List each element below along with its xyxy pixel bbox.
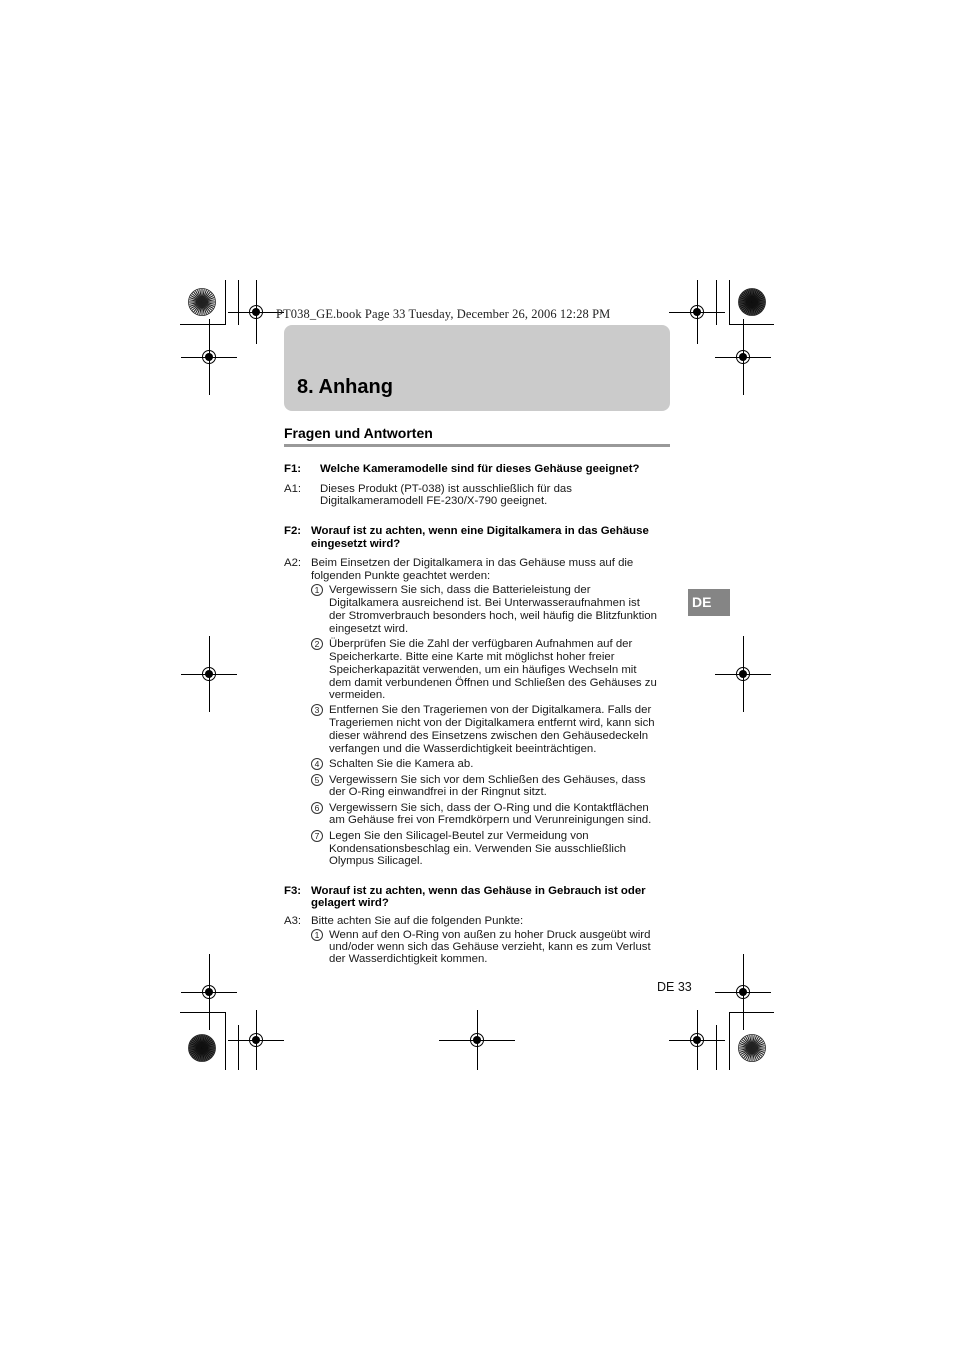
question-label: F3:: [284, 885, 302, 897]
answer-label: A1:: [284, 483, 302, 495]
crop-mark: [238, 280, 239, 325]
star-target-mark: [737, 287, 767, 317]
item-number: 7: [311, 830, 323, 842]
question-label: F2:: [284, 525, 302, 537]
item-number: 1: [311, 584, 323, 596]
answer-label: A2:: [284, 557, 302, 569]
question-text: Worauf ist zu achten, wenn das Gehäuse in Gebrauch ist oder: [311, 885, 646, 897]
star-target-mark: [187, 287, 217, 317]
section-rule: [284, 444, 670, 447]
crop-mark: [729, 280, 730, 325]
item-text: Vergewissern Sie sich, dass der O-Ring und die Kontaktflächen: [329, 802, 649, 814]
item-text: Kondensationsbeschlag ein. Verwenden Sie ausschließlich: [329, 843, 626, 855]
question-text: eingesetzt wird?: [311, 538, 401, 550]
question-text: gelagert wird?: [311, 897, 389, 909]
item-text: Wenn auf den O-Ring von außen zu hoher Druck ausgeübt wird: [329, 929, 651, 941]
item-text: Überprüfen Sie die Zahl der verfügbaren Aufnahmen auf der: [329, 638, 633, 650]
answer-text: Beim Einsetzen der Digitalkamera in das Gehäuse muss auf die: [311, 557, 634, 569]
crop-mark: [180, 324, 225, 325]
crop-mark: [716, 1025, 717, 1070]
item-text: Speicherkarte. Bitte eine Karte mit möglichst hoher freier: [329, 651, 615, 663]
answer-text: Digitalkameramodell FE-230/X-790 geeignet.: [320, 495, 548, 507]
item-text: Schalten Sie die Kamera ab.: [329, 758, 474, 770]
item-text: verfangen und die Wasserdichtigkeit beeinträchtigen.: [329, 743, 597, 755]
item-text: der O-Ring einwandfrei in der Ringnut sitzt.: [329, 786, 547, 798]
question-text: Worauf ist zu achten, wenn eine Digitalkamera in das Gehäuse: [311, 525, 649, 537]
page-number: DE 33: [657, 980, 692, 994]
crop-mark: [225, 280, 226, 325]
star-target-mark: [187, 1033, 217, 1063]
language-tab: DE: [688, 589, 730, 616]
item-text: der Wasserdichtigkeit kommen.: [329, 953, 488, 965]
crop-mark: [729, 1012, 730, 1070]
item-text: Olympus Silicagel.: [329, 855, 423, 867]
item-text: dem damit verbundenen Öffnen und Schließen des Gehäuses zu: [329, 677, 657, 689]
answer-text: Bitte achten Sie auf die folgenden Punkte:: [311, 915, 524, 927]
crop-mark: [238, 1025, 239, 1070]
item-text: vermeiden.: [329, 689, 386, 701]
answer-text: Dieses Produkt (PT-038) ist ausschließlich für das: [320, 483, 572, 495]
crop-mark: [180, 1012, 225, 1013]
star-target-mark: [737, 1033, 767, 1063]
item-number: 6: [311, 802, 323, 814]
item-text: Trageriemen nicht von der Digitalkamera entfernt wird, kann sich: [329, 717, 655, 729]
crop-mark: [716, 280, 717, 325]
item-text: Digitalkamera ausreichend ist. Bei Unterwasseraufnahmen ist: [329, 597, 640, 609]
answer-text: folgenden Punkte geachtet werden:: [311, 570, 491, 582]
item-text: am Gehäuse frei von Fremdkörpern und Verunreinigungen sind.: [329, 814, 652, 826]
answer-label: A3:: [284, 915, 302, 927]
book-header: PT038_GE.book Page 33 Tuesday, December 26, 2006 12:28 PM: [276, 307, 611, 321]
item-text: Vergewissern Sie sich vor dem Schließen des Gehäuses, dass: [329, 774, 646, 786]
item-number: 3: [311, 704, 323, 716]
section-title: Fragen und Antworten: [284, 425, 433, 441]
chapter-title: 8. Anhang: [297, 376, 393, 398]
item-number: 4: [311, 758, 323, 770]
crop-mark: [225, 1012, 226, 1070]
item-text: Speicherkapazität verwenden, um ein häufiges Wechseln mit: [329, 664, 637, 676]
question-text: Welche Kameramodelle sind für dieses Gehäuse geeignet?: [320, 463, 640, 475]
item-text: eingesetzt wird.: [329, 623, 409, 635]
item-text: der Stromverbrauch besonders hoch, weil häufig die Blitzfunktion: [329, 610, 657, 622]
item-text: und/oder wenn sich das Gehäuse verzieht, kann es zum Verlust: [329, 941, 651, 953]
crop-mark: [729, 324, 774, 325]
item-text: Legen Sie den Silicagel-Beutel zur Vermeidung von: [329, 830, 589, 842]
item-text: Entfernen Sie den Trageriemen von der Digitalkamera. Falls der: [329, 704, 652, 716]
item-text: Vergewissern Sie sich, dass die Batterieleistung der: [329, 584, 591, 596]
item-number: 1: [311, 929, 323, 941]
item-number: 5: [311, 774, 323, 786]
crop-mark: [729, 1012, 774, 1013]
item-number: 2: [311, 638, 323, 650]
question-label: F1:: [284, 463, 302, 475]
item-text: dieser während des Einsetzens zwischen den Gehäusedeckeln: [329, 730, 649, 742]
